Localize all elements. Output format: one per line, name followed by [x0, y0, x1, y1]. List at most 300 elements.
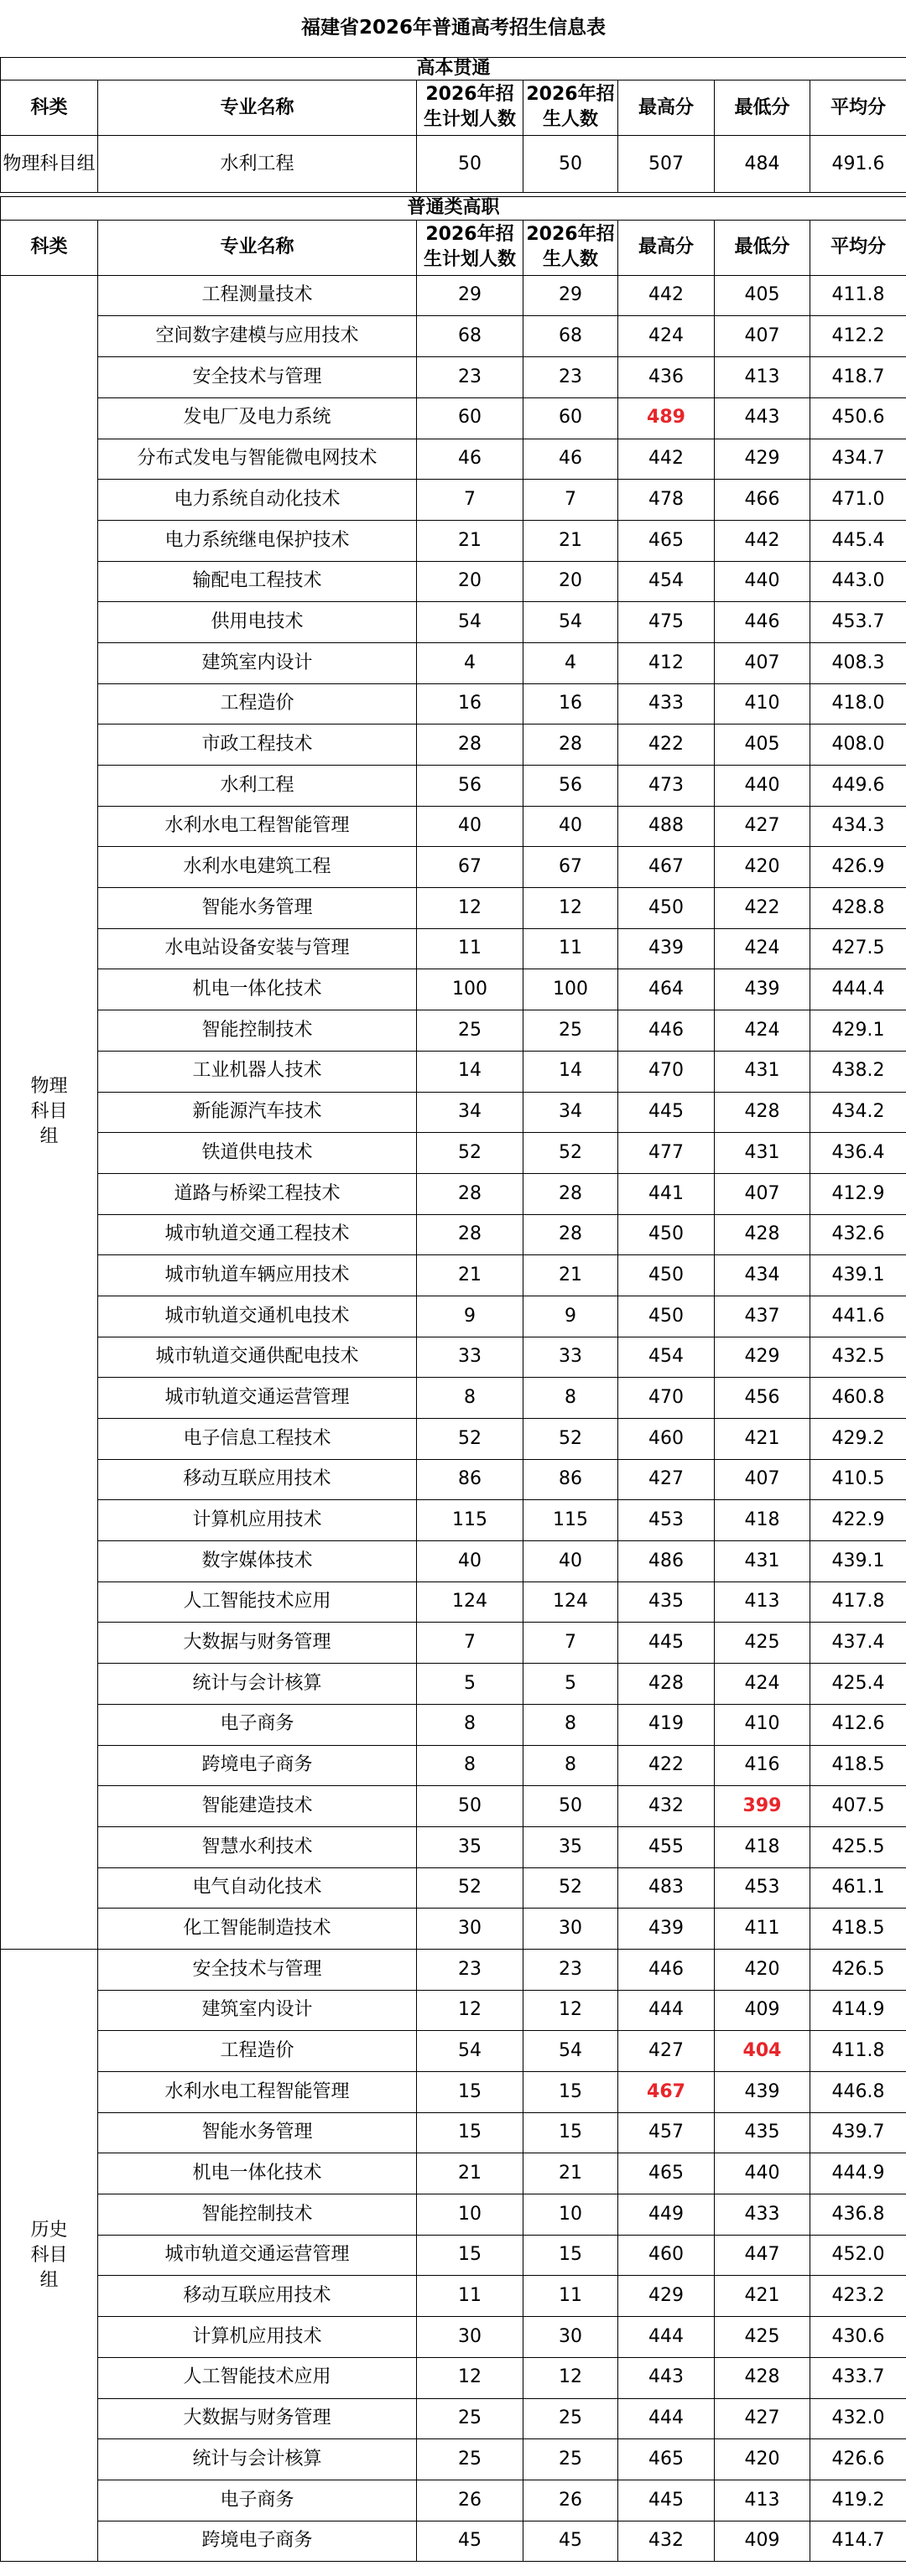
table-row: [1, 2072, 906, 2113]
table-row: [1, 2235, 906, 2276]
avg-cell: 411.8: [810, 2031, 906, 2072]
enroll-cell: 50: [523, 1786, 618, 1827]
enroll-cell: 21: [523, 1255, 618, 1296]
enroll-cell: 12: [523, 888, 618, 929]
max-cell: 470: [618, 1051, 715, 1092]
plan-cell: 12: [417, 1990, 523, 2031]
max-cell: 412: [618, 642, 715, 683]
max-cell: 486: [618, 1541, 715, 1582]
plan-cell: 11: [417, 2276, 523, 2317]
enroll-cell: 46: [523, 439, 618, 480]
table-row: [1, 1419, 906, 1460]
avg-cell: 414.7: [810, 2521, 906, 2562]
min-cell: 439: [715, 2072, 810, 2113]
plan-cell: 52: [417, 1867, 523, 1909]
max-cell: 444: [618, 1990, 715, 2031]
min-cell: 420: [715, 1949, 810, 1990]
plan-cell: 15: [417, 2235, 523, 2276]
table-row: [1, 2153, 906, 2194]
avg-cell: 422.9: [810, 1500, 906, 1541]
plan-cell: 52: [417, 1133, 523, 1174]
min-cell: 413: [715, 1581, 810, 1623]
max-cell: 465: [618, 2439, 715, 2480]
header-max: 最高分: [618, 220, 715, 275]
enroll-cell: 115: [523, 1500, 618, 1541]
min-cell: 421: [715, 1419, 810, 1460]
max-cell: 444: [618, 2317, 715, 2358]
major-cell: 工程造价: [98, 683, 417, 724]
max-cell: 467: [618, 2072, 715, 2113]
avg-cell: 436.8: [810, 2194, 906, 2236]
max-cell: 473: [618, 766, 715, 807]
max-cell: 457: [618, 2112, 715, 2153]
enroll-cell: 12: [523, 2357, 618, 2398]
avg-cell: 412.6: [810, 1704, 906, 1745]
avg-cell: 418.5: [810, 1745, 906, 1786]
enroll-cell: 52: [523, 1419, 618, 1460]
plan-cell: 8: [417, 1745, 523, 1786]
enroll-cell: 7: [523, 1623, 618, 1664]
min-cell: 422: [715, 888, 810, 929]
table-row: [1, 1010, 906, 1052]
max-cell: 460: [618, 2235, 715, 2276]
enroll-cell: 34: [523, 1092, 618, 1133]
max-cell: 483: [618, 1867, 715, 1909]
max-cell: 436: [618, 357, 715, 398]
plan-cell: 54: [417, 602, 523, 643]
page-title: 福建省2026年普通高考招生信息表: [300, 17, 606, 39]
max-cell: 432: [618, 2521, 715, 2562]
plan-cell: 40: [417, 806, 523, 847]
table-row: [1, 520, 906, 561]
avg-cell: 439.1: [810, 1541, 906, 1582]
section-row: [1, 197, 906, 220]
major-cell: 智能建造技术: [98, 1786, 417, 1827]
table-row: [1, 1990, 906, 2031]
major-cell: 水电站设备安装与管理: [98, 928, 417, 969]
plan-cell: 12: [417, 888, 523, 929]
title-row: [1, 0, 906, 58]
avg-cell: 434.7: [810, 439, 906, 480]
major-cell: 人工智能技术应用: [98, 1581, 417, 1623]
header-subject: 科类: [1, 220, 98, 275]
max-cell: 460: [618, 1419, 715, 1460]
major-cell: 安全技术与管理: [98, 357, 417, 398]
max-cell: 488: [618, 806, 715, 847]
header-min: 最低分: [715, 220, 810, 275]
avg-cell: 449.6: [810, 766, 906, 807]
avg-cell: 410.5: [810, 1459, 906, 1500]
plan-cell: 25: [417, 1010, 523, 1052]
plan-cell: 28: [417, 1214, 523, 1255]
table-row: [1, 2317, 906, 2358]
table-row: [1, 1704, 906, 1745]
major-cell: 城市轨道车辆应用技术: [98, 1255, 417, 1296]
major-cell: 统计与会计核算: [98, 1664, 417, 1705]
major-cell: 电子信息工程技术: [98, 1419, 417, 1460]
avg-cell: 408.3: [810, 642, 906, 683]
major-cell: 空间数字建模与应用技术: [98, 316, 417, 357]
max-cell: 454: [618, 1337, 715, 1378]
max-cell: 442: [618, 275, 715, 316]
subject-group-cell: 物理科目组: [1, 275, 98, 1949]
avg-cell: 461.1: [810, 1867, 906, 1909]
header-subject: 科类: [1, 80, 98, 136]
avg-cell: 444.4: [810, 969, 906, 1010]
enroll-cell: 11: [523, 928, 618, 969]
physics-group: [1, 275, 906, 1949]
min-cell: 443: [715, 397, 810, 439]
table-row: [1, 275, 906, 316]
table-row: [1, 2357, 906, 2398]
major-cell: 大数据与财务管理: [98, 2398, 417, 2439]
avg-cell: 429.1: [810, 1010, 906, 1052]
min-cell: 418: [715, 1826, 810, 1867]
major-cell: 铁道供电技术: [98, 1133, 417, 1174]
avg-cell: 426.9: [810, 847, 906, 888]
enroll-cell: 7: [523, 480, 618, 521]
min-cell: 411: [715, 1909, 810, 1950]
avg-cell: 407.5: [810, 1786, 906, 1827]
min-cell: 425: [715, 1623, 810, 1664]
major-cell: 水利工程: [98, 766, 417, 807]
table-row: [1, 316, 906, 357]
table-row: [1, 1459, 906, 1500]
avg-cell: 426.5: [810, 1949, 906, 1990]
table-row: [1, 2398, 906, 2439]
table-row: [1, 1541, 906, 1582]
avg-cell: 471.0: [810, 480, 906, 521]
table-row: [1, 439, 906, 480]
avg-cell: 453.7: [810, 602, 906, 643]
major-cell: 电力系统继电保护技术: [98, 520, 417, 561]
plan-cell: 15: [417, 2112, 523, 2153]
header-enroll: 2026年招生人数: [523, 220, 618, 275]
subject-group-cell: 历史科目组: [1, 1949, 98, 2561]
table-row: [1, 1623, 906, 1664]
major-cell: 统计与会计核算: [98, 2439, 417, 2480]
major-cell: 水利工程: [98, 136, 417, 193]
min-cell: 407: [715, 1459, 810, 1500]
enroll-cell: 45: [523, 2521, 618, 2562]
major-cell: 发电厂及电力系统: [98, 397, 417, 439]
plan-cell: 23: [417, 357, 523, 398]
max-cell: 464: [618, 969, 715, 1010]
table-row: [1, 357, 906, 398]
enroll-cell: 25: [523, 2439, 618, 2480]
table-row: [1, 1173, 906, 1214]
major-cell: 智能控制技术: [98, 2194, 417, 2236]
enroll-cell: 54: [523, 2031, 618, 2072]
avg-cell: 445.4: [810, 520, 906, 561]
plan-cell: 33: [417, 1337, 523, 1378]
major-cell: 城市轨道交通运营管理: [98, 1378, 417, 1419]
plan-cell: 50: [417, 1786, 523, 1827]
min-cell: 437: [715, 1296, 810, 1337]
enroll-cell: 15: [523, 2112, 618, 2153]
table-row: [1, 1051, 906, 1092]
major-cell: 水利水电工程智能管理: [98, 806, 417, 847]
min-cell: 410: [715, 683, 810, 724]
enroll-cell: 30: [523, 2317, 618, 2358]
major-cell: 计算机应用技术: [98, 2317, 417, 2358]
avg-cell: 444.9: [810, 2153, 906, 2194]
avg-cell: 443.0: [810, 561, 906, 602]
avg-cell: 419.2: [810, 2480, 906, 2521]
avg-cell: 408.0: [810, 724, 906, 766]
plan-cell: 28: [417, 724, 523, 766]
table-row: [1, 766, 906, 807]
max-cell: 449: [618, 2194, 715, 2236]
max-cell: 450: [618, 888, 715, 929]
major-cell: 人工智能技术应用: [98, 2357, 417, 2398]
avg-cell: 417.8: [810, 1581, 906, 1623]
plan-cell: 54: [417, 2031, 523, 2072]
major-cell: 建筑室内设计: [98, 1990, 417, 2031]
enroll-cell: 8: [523, 1378, 618, 1419]
min-cell: 420: [715, 847, 810, 888]
enroll-cell: 56: [523, 766, 618, 807]
avg-cell: 434.2: [810, 1092, 906, 1133]
major-cell: 城市轨道交通机电技术: [98, 1296, 417, 1337]
plan-cell: 60: [417, 397, 523, 439]
min-cell: 418: [715, 1500, 810, 1541]
min-cell: 466: [715, 480, 810, 521]
table-row: [1, 1092, 906, 1133]
table-row: [1, 1786, 906, 1827]
header-major: 专业名称: [98, 80, 417, 136]
plan-cell: 21: [417, 520, 523, 561]
plan-cell: 56: [417, 766, 523, 807]
major-cell: 道路与桥梁工程技术: [98, 1173, 417, 1214]
min-cell: 453: [715, 1867, 810, 1909]
major-cell: 工程造价: [98, 2031, 417, 2072]
major-cell: 机电一体化技术: [98, 2153, 417, 2194]
avg-cell: 491.6: [810, 136, 906, 193]
max-cell: 428: [618, 1664, 715, 1705]
plan-cell: 34: [417, 1092, 523, 1133]
min-cell: 439: [715, 969, 810, 1010]
max-cell: 453: [618, 1500, 715, 1541]
avg-cell: 425.5: [810, 1826, 906, 1867]
plan-cell: 28: [417, 1173, 523, 1214]
plan-cell: 11: [417, 928, 523, 969]
avg-cell: 439.1: [810, 1255, 906, 1296]
major-cell: 大数据与财务管理: [98, 1623, 417, 1664]
table-row: [1, 1581, 906, 1623]
min-cell: 413: [715, 2480, 810, 2521]
min-cell: 427: [715, 806, 810, 847]
table-row: [1, 928, 906, 969]
avg-cell: 427.5: [810, 928, 906, 969]
plan-cell: 45: [417, 2521, 523, 2562]
min-cell: 440: [715, 561, 810, 602]
major-cell: 智慧水利技术: [98, 1826, 417, 1867]
major-cell: 机电一体化技术: [98, 969, 417, 1010]
major-cell: 跨境电子商务: [98, 1745, 417, 1786]
enroll-cell: 9: [523, 1296, 618, 1337]
min-cell: 484: [715, 136, 810, 193]
plan-cell: 40: [417, 1541, 523, 1582]
major-cell: 化工智能制造技术: [98, 1909, 417, 1950]
min-cell: 435: [715, 2112, 810, 2153]
max-cell: 507: [618, 136, 715, 193]
min-cell: 410: [715, 1704, 810, 1745]
min-cell: 405: [715, 275, 810, 316]
enroll-cell: 23: [523, 1949, 618, 1990]
major-cell: 工业机器人技术: [98, 1051, 417, 1092]
header-plan: 2026年招生计划人数: [417, 80, 523, 136]
max-cell: 442: [618, 439, 715, 480]
min-cell: 416: [715, 1745, 810, 1786]
major-cell: 移动互联应用技术: [98, 1459, 417, 1500]
section-title-gaoben: 高本贯通: [1, 58, 906, 80]
plan-cell: 7: [417, 480, 523, 521]
enroll-cell: 25: [523, 1010, 618, 1052]
max-cell: 435: [618, 1581, 715, 1623]
header-avg: 平均分: [810, 80, 906, 136]
min-cell: 421: [715, 2276, 810, 2317]
header-avg: 平均分: [810, 220, 906, 275]
table-row: [1, 806, 906, 847]
table-row: [1, 1909, 906, 1950]
max-cell: 489: [618, 397, 715, 439]
plan-cell: 25: [417, 2439, 523, 2480]
header-major: 专业名称: [98, 220, 417, 275]
enroll-cell: 30: [523, 1909, 618, 1950]
enroll-cell: 35: [523, 1826, 618, 1867]
major-cell: 建筑室内设计: [98, 642, 417, 683]
table-row: [1, 1255, 906, 1296]
enroll-cell: 16: [523, 683, 618, 724]
enroll-cell: 28: [523, 1173, 618, 1214]
major-cell: 城市轨道交通工程技术: [98, 1214, 417, 1255]
max-cell: 465: [618, 520, 715, 561]
avg-cell: 429.2: [810, 1419, 906, 1460]
plan-cell: 50: [417, 136, 523, 193]
min-cell: 413: [715, 357, 810, 398]
enroll-cell: 26: [523, 2480, 618, 2521]
min-cell: 431: [715, 1133, 810, 1174]
major-cell: 跨境电子商务: [98, 2521, 417, 2562]
plan-cell: 100: [417, 969, 523, 1010]
plan-cell: 52: [417, 1419, 523, 1460]
min-cell: 428: [715, 1092, 810, 1133]
avg-cell: 437.4: [810, 1623, 906, 1664]
min-cell: 428: [715, 2357, 810, 2398]
header-enroll: 2026年招生人数: [523, 80, 618, 136]
table-row: [1, 969, 906, 1010]
plan-cell: 26: [417, 2480, 523, 2521]
major-cell: 新能源汽车技术: [98, 1092, 417, 1133]
major-cell: 智能水务管理: [98, 2112, 417, 2153]
major-cell: 移动互联应用技术: [98, 2276, 417, 2317]
max-cell: 443: [618, 2357, 715, 2398]
avg-cell: 438.2: [810, 1051, 906, 1092]
plan-cell: 8: [417, 1704, 523, 1745]
enroll-cell: 23: [523, 357, 618, 398]
table-row: [1, 561, 906, 602]
min-cell: 424: [715, 1664, 810, 1705]
min-cell: 407: [715, 316, 810, 357]
major-cell: 电子商务: [98, 1704, 417, 1745]
max-cell: 424: [618, 316, 715, 357]
max-cell: 445: [618, 1092, 715, 1133]
major-cell: 输配电工程技术: [98, 561, 417, 602]
avg-cell: 452.0: [810, 2235, 906, 2276]
enroll-cell: 29: [523, 275, 618, 316]
table-row: [1, 2276, 906, 2317]
avg-cell: 414.9: [810, 1990, 906, 2031]
enroll-cell: 21: [523, 2153, 618, 2194]
avg-cell: 432.5: [810, 1337, 906, 1378]
subject-cell: 物理科目组: [1, 136, 98, 193]
major-cell: 供用电技术: [98, 602, 417, 643]
min-cell: 424: [715, 1010, 810, 1052]
min-cell: 409: [715, 2521, 810, 2562]
enroll-cell: 40: [523, 806, 618, 847]
min-cell: 425: [715, 2317, 810, 2358]
table-row: [1, 724, 906, 766]
header-min: 最低分: [715, 80, 810, 136]
min-cell: 429: [715, 439, 810, 480]
major-cell: 工程测量技术: [98, 275, 417, 316]
major-cell: 电力系统自动化技术: [98, 480, 417, 521]
enroll-cell: 11: [523, 2276, 618, 2317]
max-cell: 450: [618, 1296, 715, 1337]
avg-cell: 412.9: [810, 1173, 906, 1214]
max-cell: 422: [618, 1745, 715, 1786]
min-cell: 440: [715, 766, 810, 807]
table-row: [1, 1826, 906, 1867]
table-row: [1, 888, 906, 929]
table-row: [1, 602, 906, 643]
enroll-cell: 68: [523, 316, 618, 357]
avg-cell: 430.6: [810, 2317, 906, 2358]
avg-cell: 436.4: [810, 1133, 906, 1174]
table-row: [1, 1296, 906, 1337]
max-cell: 477: [618, 1133, 715, 1174]
major-cell: 数字媒体技术: [98, 1541, 417, 1582]
max-cell: 439: [618, 1909, 715, 1950]
max-cell: 439: [618, 928, 715, 969]
min-cell: 407: [715, 1173, 810, 1214]
plan-cell: 21: [417, 1255, 523, 1296]
enroll-cell: 54: [523, 602, 618, 643]
major-cell: 电子商务: [98, 2480, 417, 2521]
table-row: [1, 683, 906, 724]
min-cell: 429: [715, 1337, 810, 1378]
min-cell: 440: [715, 2153, 810, 2194]
plan-cell: 30: [417, 1909, 523, 1950]
avg-cell: 425.4: [810, 1664, 906, 1705]
avg-cell: 426.6: [810, 2439, 906, 2480]
avg-cell: 433.7: [810, 2357, 906, 2398]
table-row: [1, 1664, 906, 1705]
table-row: [1, 1214, 906, 1255]
min-cell: 424: [715, 928, 810, 969]
enroll-cell: 5: [523, 1664, 618, 1705]
plan-cell: 5: [417, 1664, 523, 1705]
table-row: [1, 397, 906, 439]
enroll-cell: 67: [523, 847, 618, 888]
enroll-cell: 33: [523, 1337, 618, 1378]
avg-cell: 446.8: [810, 2072, 906, 2113]
table-row: [1, 642, 906, 683]
enroll-cell: 124: [523, 1581, 618, 1623]
max-cell: 470: [618, 1378, 715, 1419]
max-cell: 450: [618, 1255, 715, 1296]
